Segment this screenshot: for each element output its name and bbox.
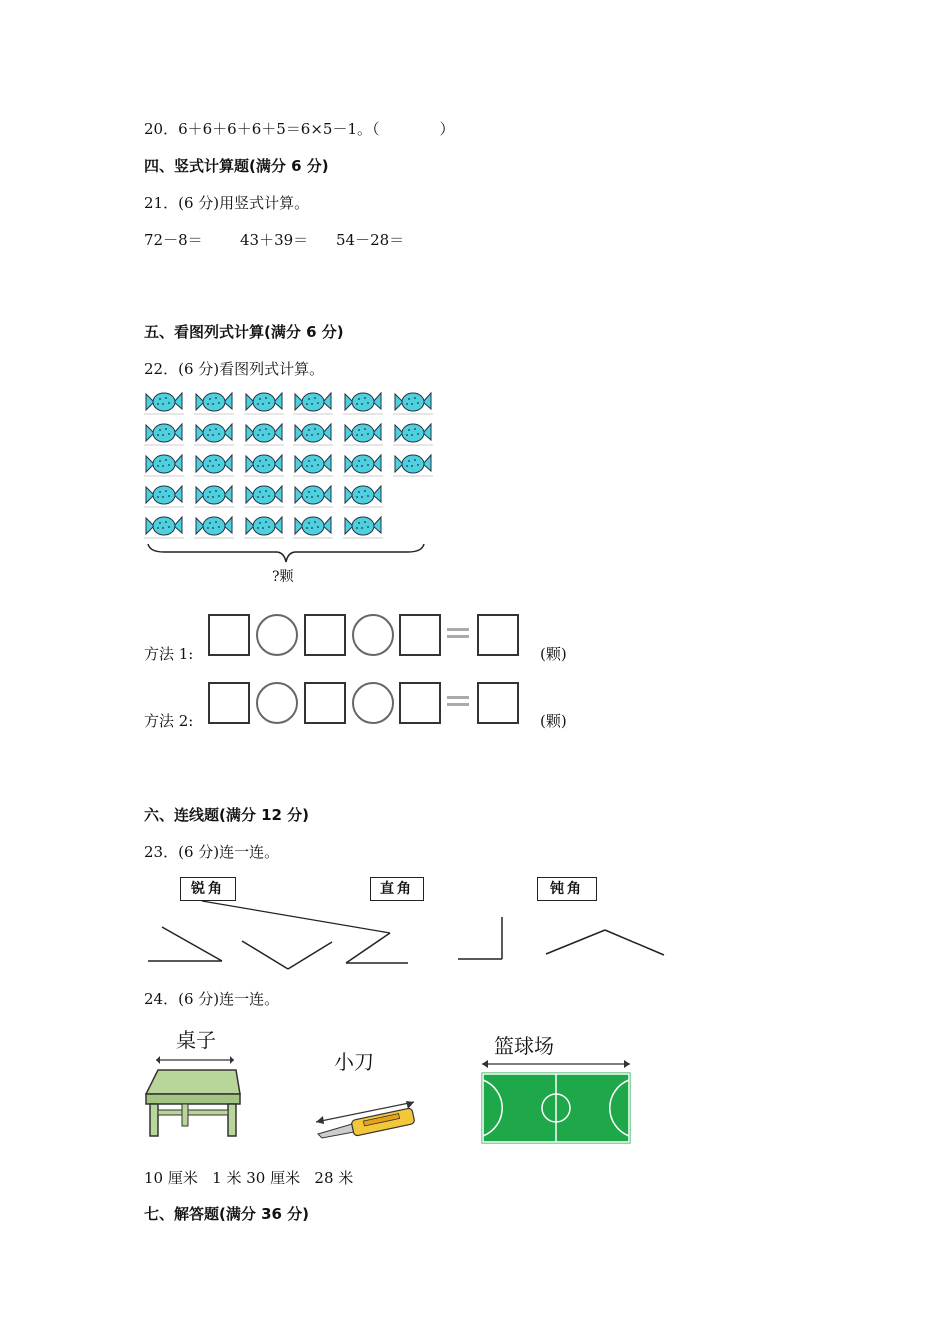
answer-box[interactable] xyxy=(208,614,250,656)
court-label: 篮球场 xyxy=(494,1034,554,1058)
candy-icon xyxy=(343,389,383,415)
candy-icon xyxy=(194,451,234,477)
problem-2: 43＋39＝ xyxy=(240,231,309,249)
candy-icon xyxy=(293,389,333,415)
candy-icon xyxy=(244,513,284,539)
candy-icon xyxy=(293,482,333,508)
table-label: 桌子 xyxy=(176,1028,216,1052)
candy-icon xyxy=(393,420,433,446)
question-20-text: 20．6＋6＋6＋6＋5＝6×5－1。（ xyxy=(144,120,380,138)
angle-figures xyxy=(140,895,680,975)
candy-icon xyxy=(194,513,234,539)
candy-icon xyxy=(293,451,333,477)
operator-circle[interactable] xyxy=(256,614,298,656)
problem-3: 54－28＝ xyxy=(336,231,405,249)
candy-icon xyxy=(194,420,234,446)
candy-icon xyxy=(244,482,284,508)
candy-icon xyxy=(393,389,433,415)
angle-figure-1 xyxy=(148,927,222,961)
candy-icon xyxy=(343,420,383,446)
section-4-title: 四、竖式计算题(满分 6 分) xyxy=(144,157,329,175)
candy-icon xyxy=(144,482,184,508)
candy-icon xyxy=(244,451,284,477)
angle-figure-5 xyxy=(546,930,664,955)
method-1-label: 方法 1: xyxy=(144,645,194,663)
label-obtuse-angle[interactable]: 钝角 xyxy=(537,877,597,901)
candy-icon xyxy=(343,513,383,539)
candy-icon xyxy=(343,482,383,508)
unit-label: (颗) xyxy=(540,645,567,663)
operator-circle[interactable] xyxy=(256,682,298,724)
question-22-stem: 22．(6 分)看图列式计算。 xyxy=(144,360,325,378)
candy-icon xyxy=(144,389,184,415)
question-24-stem: 24．(6 分)连一连。 xyxy=(144,990,280,1008)
angle-figure-2 xyxy=(242,941,332,969)
result-box[interactable] xyxy=(477,682,519,724)
label-acute-angle[interactable]: 锐角 xyxy=(180,877,236,901)
candy-icon xyxy=(293,420,333,446)
angle-figure-3 xyxy=(346,933,408,963)
section-5-title: 五、看图列式计算(满分 6 分) xyxy=(144,323,344,341)
candy-icon xyxy=(244,420,284,446)
knife-picture[interactable] xyxy=(310,1098,422,1140)
question-23-stem: 23．(6 分)连一连。 xyxy=(144,843,280,861)
section-6-title: 六、连线题(满分 12 分) xyxy=(144,806,310,824)
candy-icon xyxy=(343,451,383,477)
candy-icon xyxy=(144,513,184,539)
answer-box[interactable] xyxy=(399,614,441,656)
equals-sign xyxy=(447,696,469,706)
candy-icon xyxy=(144,420,184,446)
angle-figure-4 xyxy=(458,917,502,959)
answer-box[interactable] xyxy=(304,682,346,724)
answer-box[interactable] xyxy=(399,682,441,724)
question-20-close: ） xyxy=(439,120,455,138)
knife-label: 小刀 xyxy=(334,1050,374,1074)
answer-box[interactable] xyxy=(304,614,346,656)
label-right-angle[interactable]: 直角 xyxy=(370,877,424,901)
table-picture[interactable] xyxy=(144,1050,244,1140)
question-21-stem: 21．(6 分)用竖式计算。 xyxy=(144,194,310,212)
section-7-title: 七、解答题(满分 36 分) xyxy=(144,1205,310,1223)
equals-sign xyxy=(447,628,469,638)
question-20 xyxy=(144,118,455,139)
unit-label: (颗) xyxy=(540,712,567,730)
answer-box[interactable] xyxy=(208,682,250,724)
operator-circle[interactable] xyxy=(352,614,394,656)
operator-circle[interactable] xyxy=(352,682,394,724)
length-options: 10 厘米 1 米 30 厘米 28 米 xyxy=(144,1169,354,1187)
result-box[interactable] xyxy=(477,614,519,656)
candy-icon xyxy=(393,451,433,477)
candy-icon xyxy=(244,389,284,415)
connector-line xyxy=(202,901,390,933)
method-2-label: 方法 2: xyxy=(144,712,194,730)
candy-icon xyxy=(194,389,234,415)
basketball-court-picture[interactable] xyxy=(478,1058,634,1148)
candy-icon xyxy=(144,451,184,477)
problem-1: 72－8＝ xyxy=(144,231,203,249)
brace-label: ?颗 xyxy=(272,569,294,585)
candy-icon xyxy=(194,482,234,508)
candy-icon xyxy=(293,513,333,539)
